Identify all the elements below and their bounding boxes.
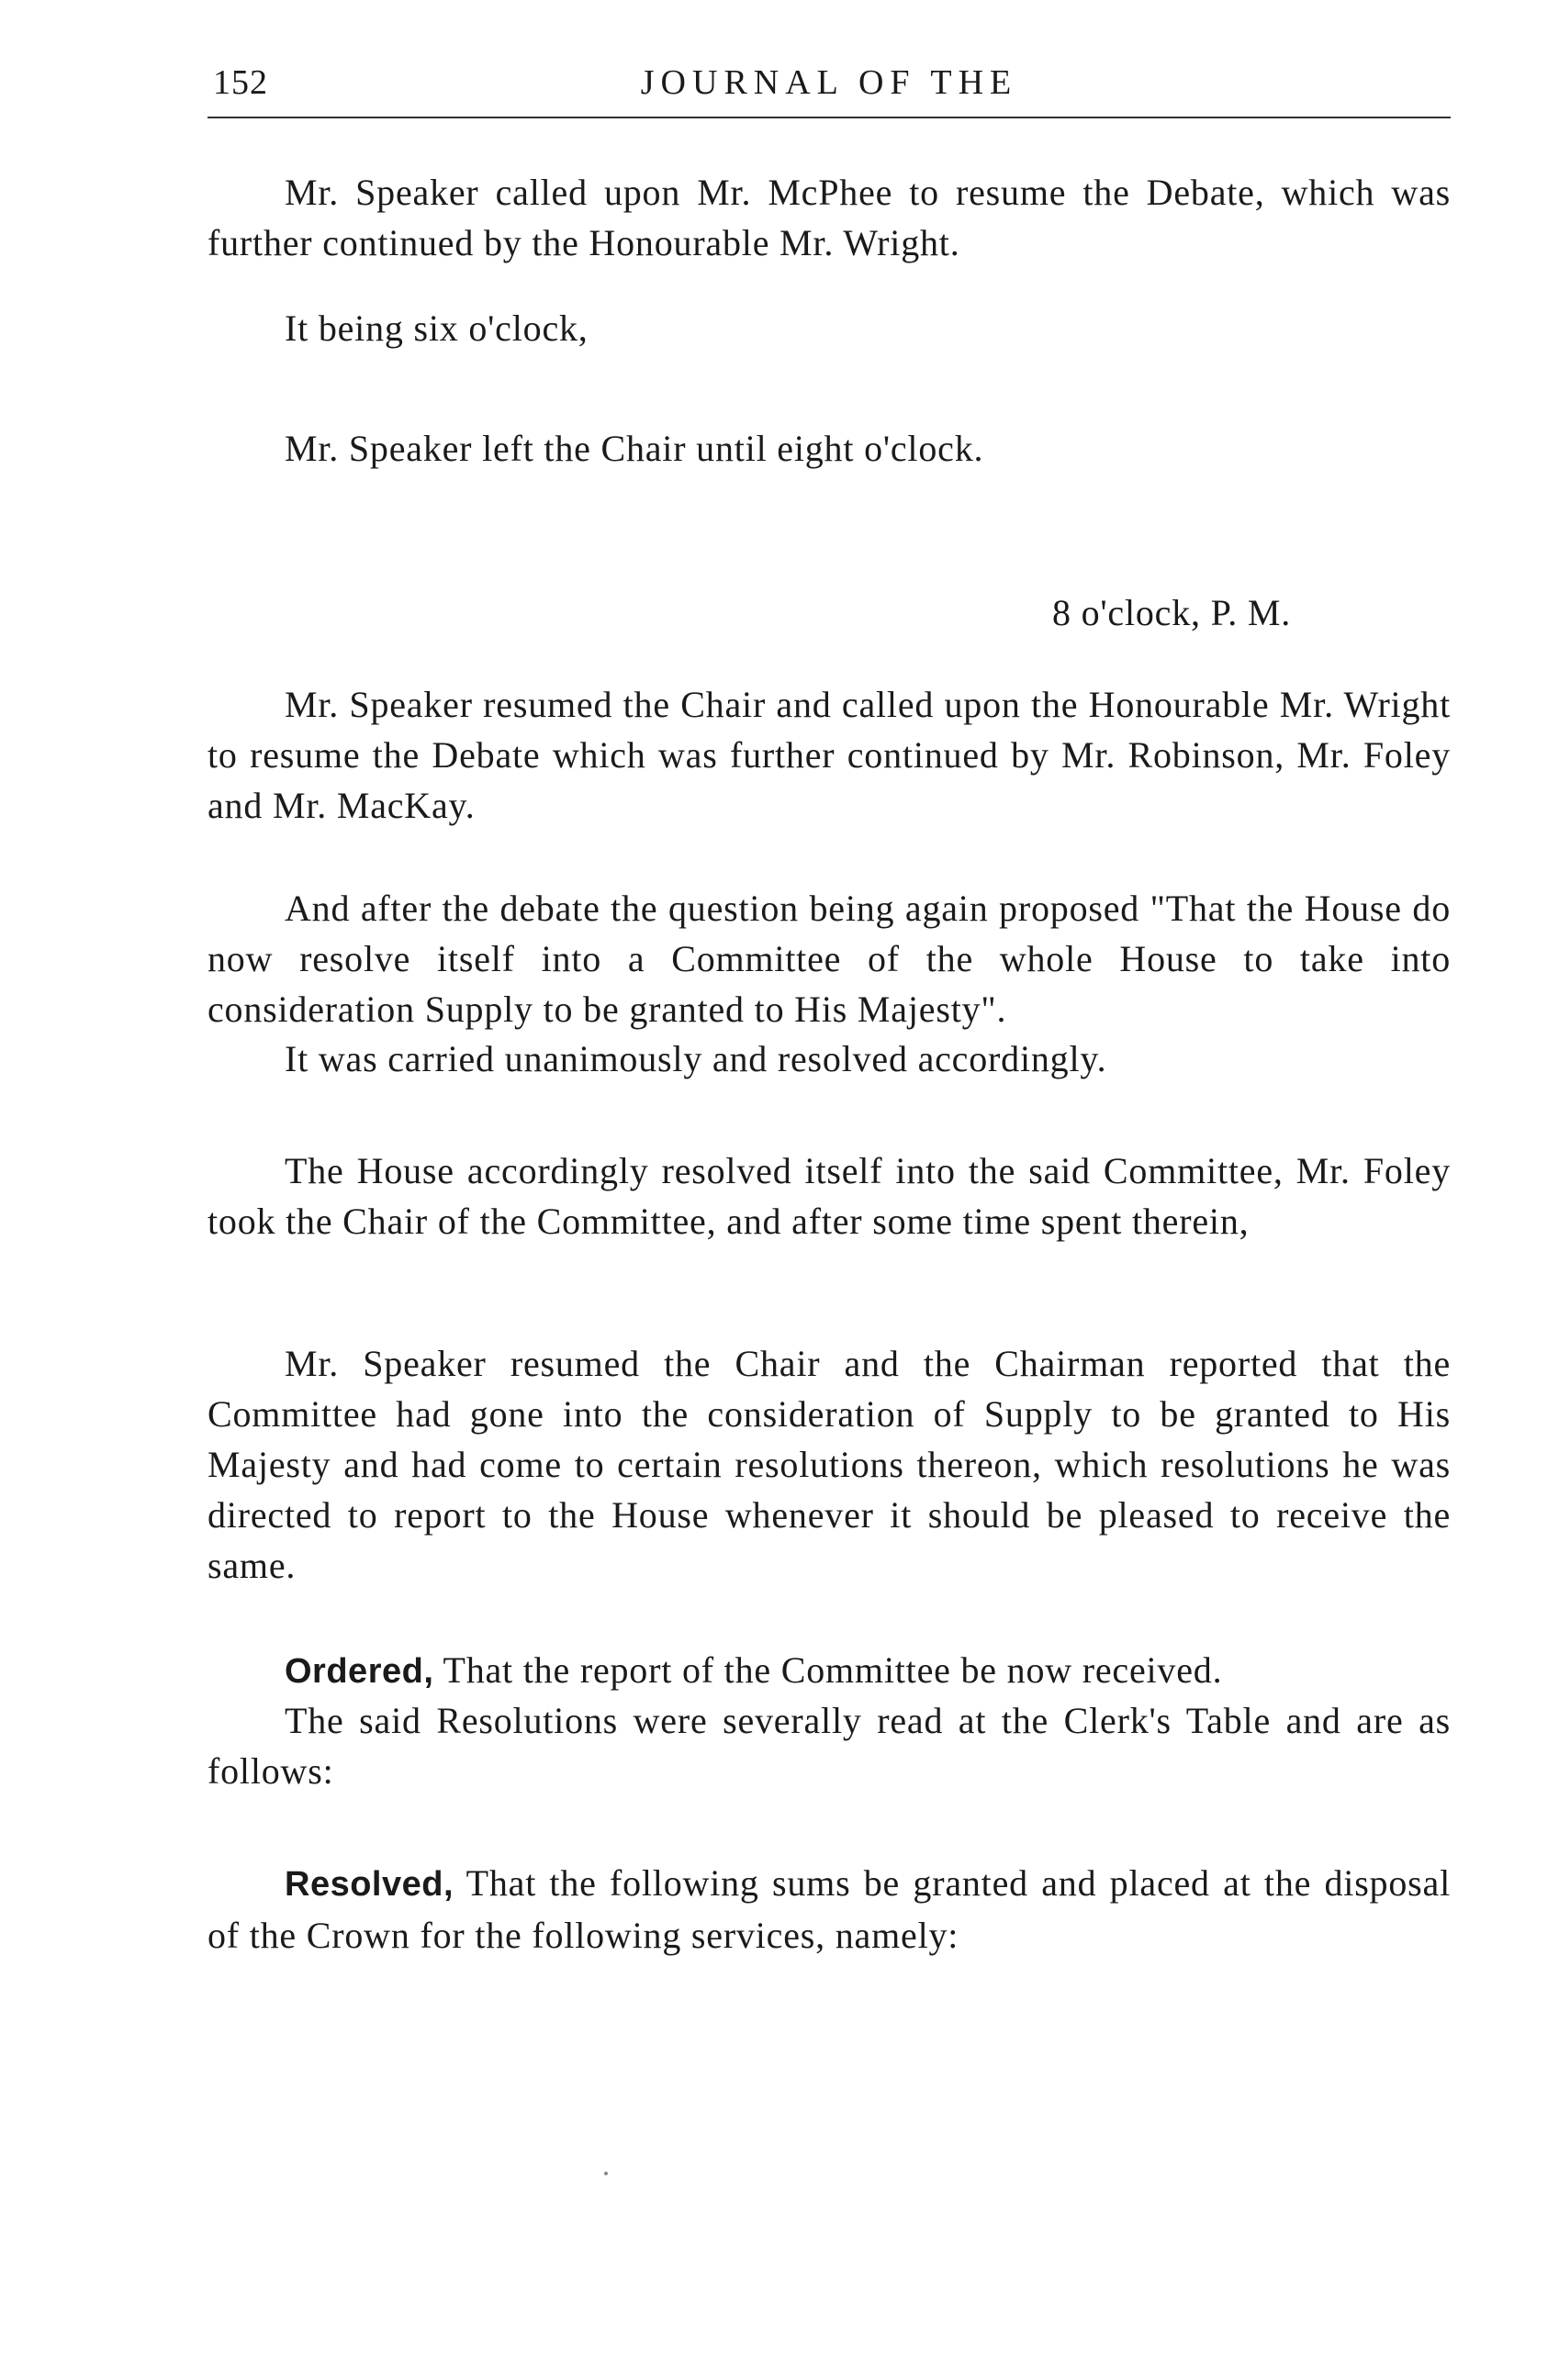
resolved-text: That the following sums be granted and placed at the disposal of the Crown for the following services, namely: (207, 1862, 1451, 1956)
running-title: JOURNAL OF THE (640, 63, 1018, 102)
ink-speck (604, 2172, 608, 2175)
time-heading: 8 o'clock, P. M. (1051, 592, 1291, 633)
paragraph-speaker-left-chair: Mr. Speaker left the Chair until eight o'clock. (285, 428, 984, 469)
page-header (207, 62, 1451, 119)
header-rule (207, 117, 1451, 118)
paragraph-speaker-resumed: Mr. Speaker resumed the Chair and called upon the Honourable Mr. Wright to resume the Debate which was further continued by Mr. Robinson, Mr. Foley and Mr. MacKay. (207, 684, 1451, 826)
paragraph-carried: It was carried unanimously and resolved accordingly. (285, 1038, 1107, 1079)
paragraph-chairman-report: Mr. Speaker resumed the Chair and the Chairman reported that the Committee had gone into the consideration of Supply to be granted to His Majesty and had come to certain resolutions thereon, which resolutions he was directed to report to the House whenever it should be pleased to receive the same. (207, 1343, 1451, 1586)
resolved-label: Resolved, (285, 1865, 454, 1904)
paragraph-committee-resolved: The House accordingly resolved itself into the said Committee, Mr. Foley took the Chair of the Committee, and after some time spent therein, (207, 1150, 1451, 1242)
paragraph-mcphee-debate: Mr. Speaker called upon Mr. McPhee to resume the Debate, which was further continued by the Honourable Mr. Wright. (207, 172, 1451, 263)
page-number: 152 (213, 63, 268, 102)
paragraph-question-proposed: And after the debate the question being again proposed "That the House do now resolve itself into a Committee of the whole House to take into consideration Supply to be granted to His Majesty". (207, 888, 1451, 1030)
paragraph-ordered (207, 1645, 1451, 1697)
ordered-label: Ordered, (285, 1652, 434, 1691)
paragraph-resolutions-read: The said Resolutions were severally read at the Clerk's Table and are as follows: (207, 1700, 1451, 1792)
paragraph-six-oclock: It being six o'clock, (285, 307, 589, 349)
paragraph-resolved (207, 1858, 1451, 1961)
ordered-text: That the report of the Committee be now received. (433, 1649, 1223, 1691)
